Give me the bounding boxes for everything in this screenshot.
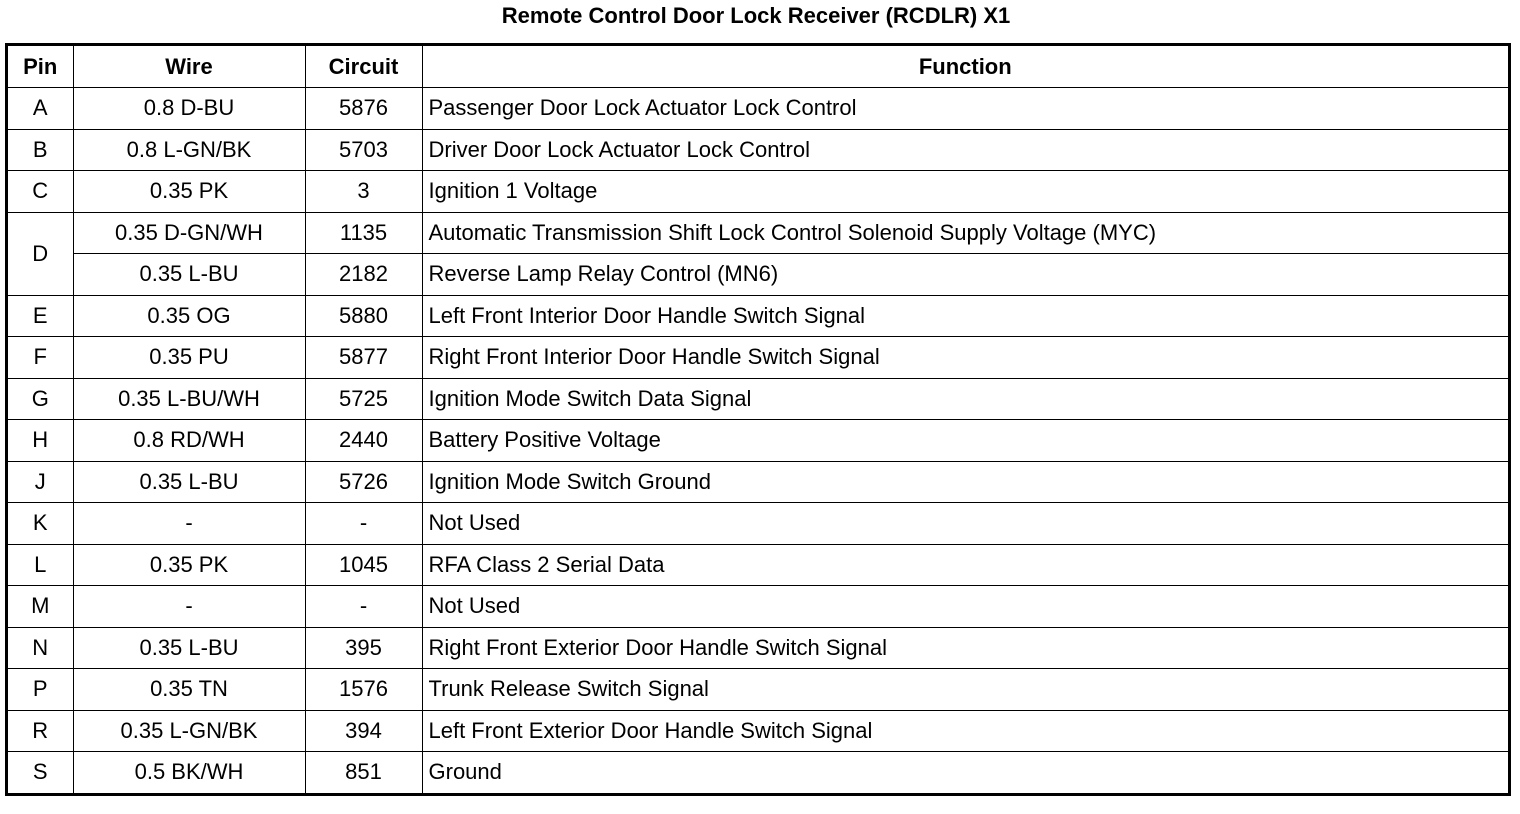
- pin-cell: A: [8, 88, 73, 130]
- circuit-cell: -: [305, 586, 422, 628]
- circuit-cell: 1135: [305, 212, 422, 254]
- circuit-cell: 5725: [305, 378, 422, 420]
- connector-pinout-table: [8, 46, 1508, 793]
- function-cell: RFA Class 2 Serial Data: [422, 544, 1508, 586]
- table-row: [8, 461, 1508, 503]
- function-cell: Ground: [422, 752, 1508, 793]
- circuit-cell: 3: [305, 171, 422, 213]
- pin-cell: L: [8, 544, 73, 586]
- function-cell: Automatic Transmission Shift Lock Control Solenoid Supply Voltage (MYC): [422, 212, 1508, 254]
- pin-cell: P: [8, 669, 73, 711]
- wire-cell: 0.35 L-BU: [73, 461, 305, 503]
- table-row: [8, 627, 1508, 669]
- function-cell: Ignition Mode Switch Data Signal: [422, 378, 1508, 420]
- function-cell: Reverse Lamp Relay Control (MN6): [422, 254, 1508, 296]
- wire-cell: 0.35 OG: [73, 295, 305, 337]
- pin-cell: R: [8, 710, 73, 752]
- wire-cell: 0.35 PK: [73, 544, 305, 586]
- column-header-circuit: Circuit: [305, 46, 422, 88]
- pin-cell: S: [8, 752, 73, 793]
- wire-cell: -: [73, 503, 305, 545]
- wire-cell: 0.8 RD/WH: [73, 420, 305, 462]
- pin-cell: B: [8, 129, 73, 171]
- wire-cell: 0.35 L-BU: [73, 254, 305, 296]
- circuit-cell: 1045: [305, 544, 422, 586]
- pin-cell: C: [8, 171, 73, 213]
- pin-cell: F: [8, 337, 73, 379]
- pin-cell: E: [8, 295, 73, 337]
- wire-cell: 0.35 L-BU/WH: [73, 378, 305, 420]
- pin-cell: K: [8, 503, 73, 545]
- wire-cell: 0.8 D-BU: [73, 88, 305, 130]
- circuit-cell: 2440: [305, 420, 422, 462]
- function-cell: Trunk Release Switch Signal: [422, 669, 1508, 711]
- wire-cell: 0.35 PK: [73, 171, 305, 213]
- function-cell: Right Front Exterior Door Handle Switch Signal: [422, 627, 1508, 669]
- circuit-cell: 5703: [305, 129, 422, 171]
- function-cell: Not Used: [422, 503, 1508, 545]
- function-cell: Right Front Interior Door Handle Switch Signal: [422, 337, 1508, 379]
- pin-cell: N: [8, 627, 73, 669]
- table-row: [8, 254, 1508, 296]
- table-row: [8, 295, 1508, 337]
- function-cell: Ignition 1 Voltage: [422, 171, 1508, 213]
- function-cell: Left Front Exterior Door Handle Switch Signal: [422, 710, 1508, 752]
- wire-cell: 0.35 PU: [73, 337, 305, 379]
- circuit-cell: -: [305, 503, 422, 545]
- function-cell: Not Used: [422, 586, 1508, 628]
- table-row: [8, 420, 1508, 462]
- table-row: [8, 129, 1508, 171]
- wire-cell: 0.5 BK/WH: [73, 752, 305, 793]
- circuit-cell: 1576: [305, 669, 422, 711]
- circuit-cell: 851: [305, 752, 422, 793]
- table-row: [8, 503, 1508, 545]
- table-row: [8, 212, 1508, 254]
- wire-cell: 0.35 TN: [73, 669, 305, 711]
- circuit-cell: 395: [305, 627, 422, 669]
- function-cell: Passenger Door Lock Actuator Lock Control: [422, 88, 1508, 130]
- wire-cell: 0.35 L-GN/BK: [73, 710, 305, 752]
- function-cell: Ignition Mode Switch Ground: [422, 461, 1508, 503]
- circuit-cell: 394: [305, 710, 422, 752]
- table-row: [8, 544, 1508, 586]
- table-header-row: [8, 46, 1508, 88]
- pin-cell: M: [8, 586, 73, 628]
- column-header-function: Function: [422, 46, 1508, 88]
- table-row: [8, 752, 1508, 793]
- table-row: [8, 88, 1508, 130]
- page-title: Remote Control Door Lock Receiver (RCDLR) X1: [501, 3, 1011, 28]
- table-row: [8, 171, 1508, 213]
- table-row: [8, 669, 1508, 711]
- function-cell: Battery Positive Voltage: [422, 420, 1508, 462]
- function-cell: Left Front Interior Door Handle Switch Signal: [422, 295, 1508, 337]
- table-row: [8, 710, 1508, 752]
- wire-cell: 0.35 D-GN/WH: [73, 212, 305, 254]
- wire-cell: -: [73, 586, 305, 628]
- pin-cell: G: [8, 378, 73, 420]
- table-row: [8, 378, 1508, 420]
- circuit-cell: 5726: [305, 461, 422, 503]
- pin-cell: H: [8, 420, 73, 462]
- circuit-cell: 5876: [305, 88, 422, 130]
- column-header-pin: Pin: [8, 46, 73, 88]
- circuit-cell: 5880: [305, 295, 422, 337]
- table-row: [8, 586, 1508, 628]
- wire-cell: 0.35 L-BU: [73, 627, 305, 669]
- pin-cell: D: [8, 212, 73, 295]
- function-cell: Driver Door Lock Actuator Lock Control: [422, 129, 1508, 171]
- wire-cell: 0.8 L-GN/BK: [73, 129, 305, 171]
- pin-cell: J: [8, 461, 73, 503]
- table-row: [8, 337, 1508, 379]
- connector-pinout-table-frame: [5, 43, 1511, 796]
- circuit-cell: 2182: [305, 254, 422, 296]
- column-header-wire: Wire: [73, 46, 305, 88]
- circuit-cell: 5877: [305, 337, 422, 379]
